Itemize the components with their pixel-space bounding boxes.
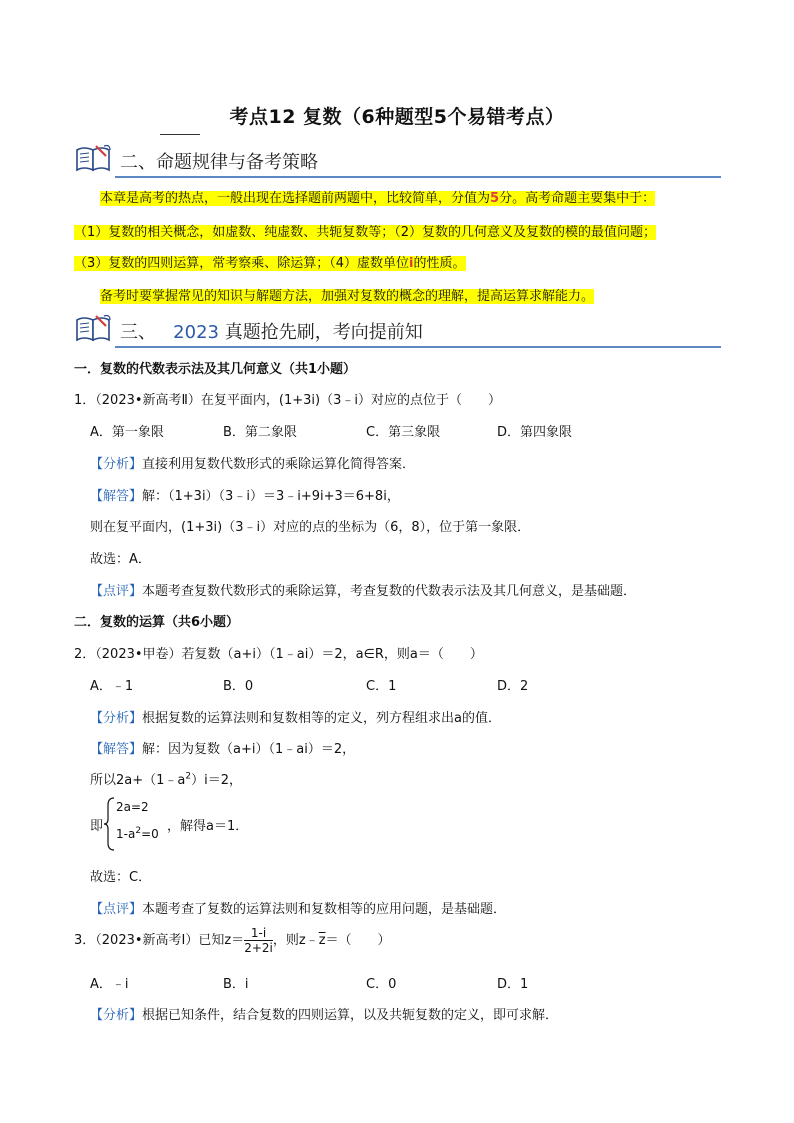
q2-brace xyxy=(103,797,115,855)
q2-choice: 故选：C． xyxy=(90,870,152,885)
q3-option-b: B．i xyxy=(223,977,249,992)
page-title: 考点12 复数（6种题型5个易错考点） xyxy=(229,106,565,128)
q2-system-lead: 即 xyxy=(90,819,104,834)
q1-option-a: A．第一象限 xyxy=(90,425,164,440)
question-3-stem: 3．（2023•新高考Ⅰ）已知z＝ $\frac{1-i}{2+2i}$ ，则$z﹣\overline{z}=$（ ） xyxy=(74,926,391,955)
q2-comment: 【点评】本题考查了复数的运算法则和复数相等的应用问题，是基础题． xyxy=(90,902,507,917)
q2-analysis: 【分析】根据复数的运算法则和复数相等的定义，列方程组求出a的值． xyxy=(90,711,501,726)
q1-option-d: D．第四象限 xyxy=(497,425,573,440)
book-icon xyxy=(74,142,112,174)
q3-option-d: D．1 xyxy=(497,977,529,992)
q3-option-c: C．0 xyxy=(366,977,397,992)
strategy-paragraph-2: （1）复数的相关概念，如虚数、纯虚数、共轭复数等；（2）复数的几何意义及复数的模的最值问题； xyxy=(74,225,657,240)
q2-option-a: A．﹣1 xyxy=(90,679,134,694)
q2-solution-line-2: 所以$2a+(1﹣a^2)i=2$， xyxy=(90,771,242,788)
section-divider xyxy=(115,176,721,178)
q2-equation-2: $1-a^2=0$ xyxy=(116,826,159,841)
q2-option-d: D．2 xyxy=(497,679,529,694)
section-heading-strategy: 二、命题规律与备考策略 xyxy=(120,152,318,173)
strategy-paragraph-1: 本章是高考的热点，一般出现在选择题前两题中，比较简单，分值为5分。高考命题主要集中于： xyxy=(100,191,656,206)
q1-comment: 【点评】本题考查复数代数形式的乘除运算，考查复数的代数表示法及其几何意义，是基础题． xyxy=(90,584,637,599)
part-heading-1: 一．复数的代数表示法及其几何意义（共1小题） xyxy=(74,362,357,377)
part-heading-2: 二．复数的运算（共6小题） xyxy=(74,615,240,630)
q2-option-b: B．0 xyxy=(223,679,254,694)
strategy-paragraph-4: 备考时要掌握常见的知识与解题方法，加强对复数的概念的理解，提高运算求解能力。 xyxy=(100,289,595,304)
q1-choice: 故选：A． xyxy=(90,552,151,567)
q3-option-a: A．﹣i xyxy=(90,977,129,992)
book-icon xyxy=(74,312,112,344)
section-divider xyxy=(115,346,721,348)
q2-system-result: ，解得a＝1． xyxy=(167,819,249,834)
q1-solution: 【解答】解：（1+3i）（3﹣i）＝3﹣i+9i+3＝6+8i， xyxy=(90,489,400,504)
question-1-stem: 1．（2023•新高考Ⅱ）在复平面内，(1+3i)（3﹣i）对应的点位于（ ） xyxy=(74,393,501,408)
q1-option-b: B．第二象限 xyxy=(223,425,297,440)
section-heading-real-exams: 三、 2023 真题抢先刷，考向提前知 xyxy=(120,322,423,343)
q2-solution: 【解答】解：因为复数（a+i）（1﹣ai）＝2， xyxy=(90,742,356,757)
q1-solution-line-2: 则在复平面内，(1+3i)（3﹣i）对应的点的坐标为（6，8），位于第一象限． xyxy=(90,520,531,535)
strategy-paragraph-3: （3）复数的四则运算，常考察乘、除运算；（4）虚数单位i的性质。 xyxy=(74,256,466,271)
question-2-stem: 2．（2023•甲卷）若复数（a+i）（1﹣ai）＝2，a∈R，则a＝（ ） xyxy=(74,647,483,662)
q2-equation-1: 2a=2 xyxy=(116,800,149,814)
q1-analysis: 【分析】直接利用复数代数形式的乘除运算化简得答案． xyxy=(90,457,416,472)
q3-fraction: $\frac{1-i}{2+2i}$ xyxy=(244,926,273,955)
q1-option-c: C．第三象限 xyxy=(366,425,441,440)
q2-option-c: C．1 xyxy=(366,679,397,694)
q3-analysis: 【分析】根据已知条件，结合复数的四则运算，以及共轭复数的定义，即可求解． xyxy=(90,1008,559,1023)
title-underline xyxy=(160,134,200,135)
